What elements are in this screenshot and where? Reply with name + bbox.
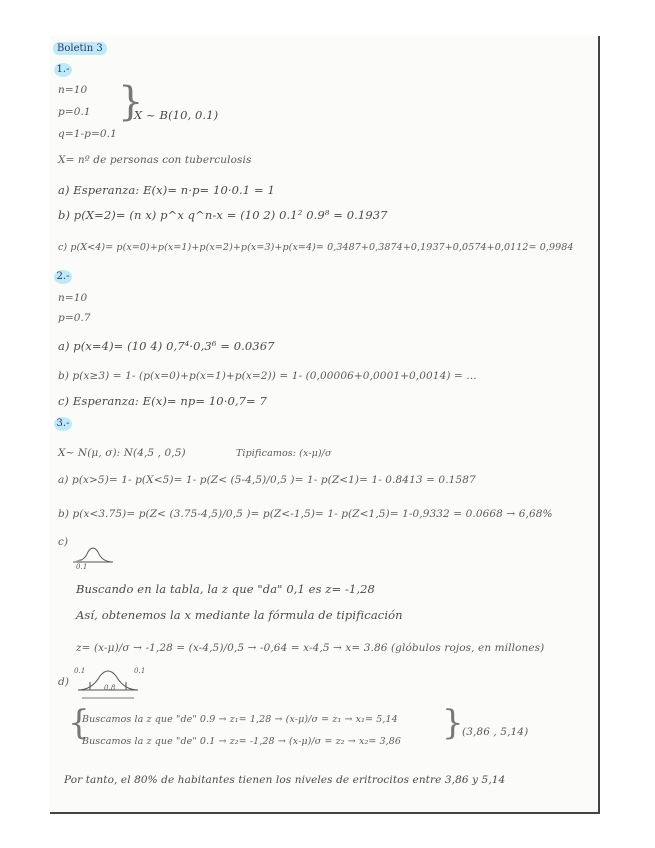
s3-c1: Buscando en la tabla, la z que "da" 0,1 es z= -1,28	[76, 582, 375, 596]
s1-q: q=1-p=0.1	[58, 128, 117, 140]
s1-a: a) Esperanza: E(x)= n·p= 10·0.1 = 1	[58, 183, 275, 197]
s1-b: b) p(X=2)= (n x) p^x q^n-x = (10 2) 0.1² 0.9⁸ = 0.1937	[58, 208, 388, 222]
section-2-number: 2.-	[54, 270, 72, 284]
s2-b: b) p(x≥3) = 1- (p(x=0)+p(x=1)+p(x=2)) = 1- (0,00006+0,0001+0,0014) = ...	[58, 370, 477, 382]
s3-dist: X~ N(μ, σ): N(4,5 , 0,5)	[58, 447, 186, 459]
s2-c: c) Esperanza: E(x)= np= 10·0,7= 7	[58, 394, 267, 408]
notebook-page	[50, 36, 600, 814]
s3-d-brace-right: }	[442, 703, 464, 743]
s3-d-small-3: 0.1	[134, 667, 146, 675]
s2-n: n=10	[58, 292, 88, 304]
s3-c2: Así, obtenemos la x mediante la fórmula de tipificación	[76, 608, 403, 622]
s1-dist: X ~ B(10, 0.1)	[134, 108, 219, 122]
page-title: Boletin 3	[53, 42, 107, 55]
s3-final: Por tanto, el 80% de habitantes tienen los niveles de eritrocitos entre 3,86 y 5,14	[64, 774, 506, 786]
s3-d-small-1: 0.1	[74, 667, 86, 675]
s3-d2: Buscamos la z que "de" 0.1 → z₂= -1,28 → (x-μ)/σ = z₂ → x₂= 3,86	[82, 736, 402, 747]
s1-brace: }	[118, 79, 144, 125]
s3-a: a) p(x>5)= 1- p(X<5)= 1- p(Z< (5-4,5)/0,5 )= 1- p(Z<1)= 1- 0.8413 = 0.1587	[58, 474, 476, 486]
s3-c3: z= (x-μ)/σ → -1,28 = (x-4,5)/0,5 → -0,64 = x-4,5 → x= 3.86 (glóbulos rojos, en millones)	[76, 642, 545, 654]
s3-d-label: d)	[58, 676, 70, 688]
section-1-number: 1.-	[54, 63, 72, 77]
s3-d-brace-left: {	[68, 703, 90, 743]
s1-c: c) p(X<4)= p(x=0)+p(x=1)+p(x=2)+p(x=3)+p(x=4)= 0,3487+0,3874+0,1937+0,0574+0,0112= 0,9984	[58, 242, 574, 253]
s2-a: a) p(x=4)= (10 4) 0,7⁴·0,3⁶ = 0.0367	[58, 339, 275, 353]
s3-c-small: 0.1	[76, 563, 88, 571]
section-3-number: 3.-	[54, 417, 72, 431]
s1-x-def: X= nº de personas con tuberculosis	[58, 154, 252, 166]
s3-tip: Tipificamos: (x-μ)/σ	[236, 448, 332, 459]
s3-c-label: c)	[58, 536, 69, 548]
s3-d1: Buscamos la z que "de" 0.9 → z₁= 1,28 → (x-μ)/σ = z₁ → x₁= 5,14	[82, 714, 398, 725]
s1-n: n=10	[58, 84, 88, 96]
s3-interval: (3,86 , 5,14)	[462, 726, 529, 738]
s3-d-small-2: 0.8	[104, 684, 116, 692]
s1-p: p=0.1	[58, 106, 91, 118]
s2-p: p=0.7	[58, 312, 91, 324]
s3-b: b) p(x<3.75)= p(Z< (3.75-4,5)/0,5 )= p(Z<-1,5)= 1- p(Z<1,5)= 1-0,9332 = 0.0668 → 6,68%	[58, 508, 553, 520]
